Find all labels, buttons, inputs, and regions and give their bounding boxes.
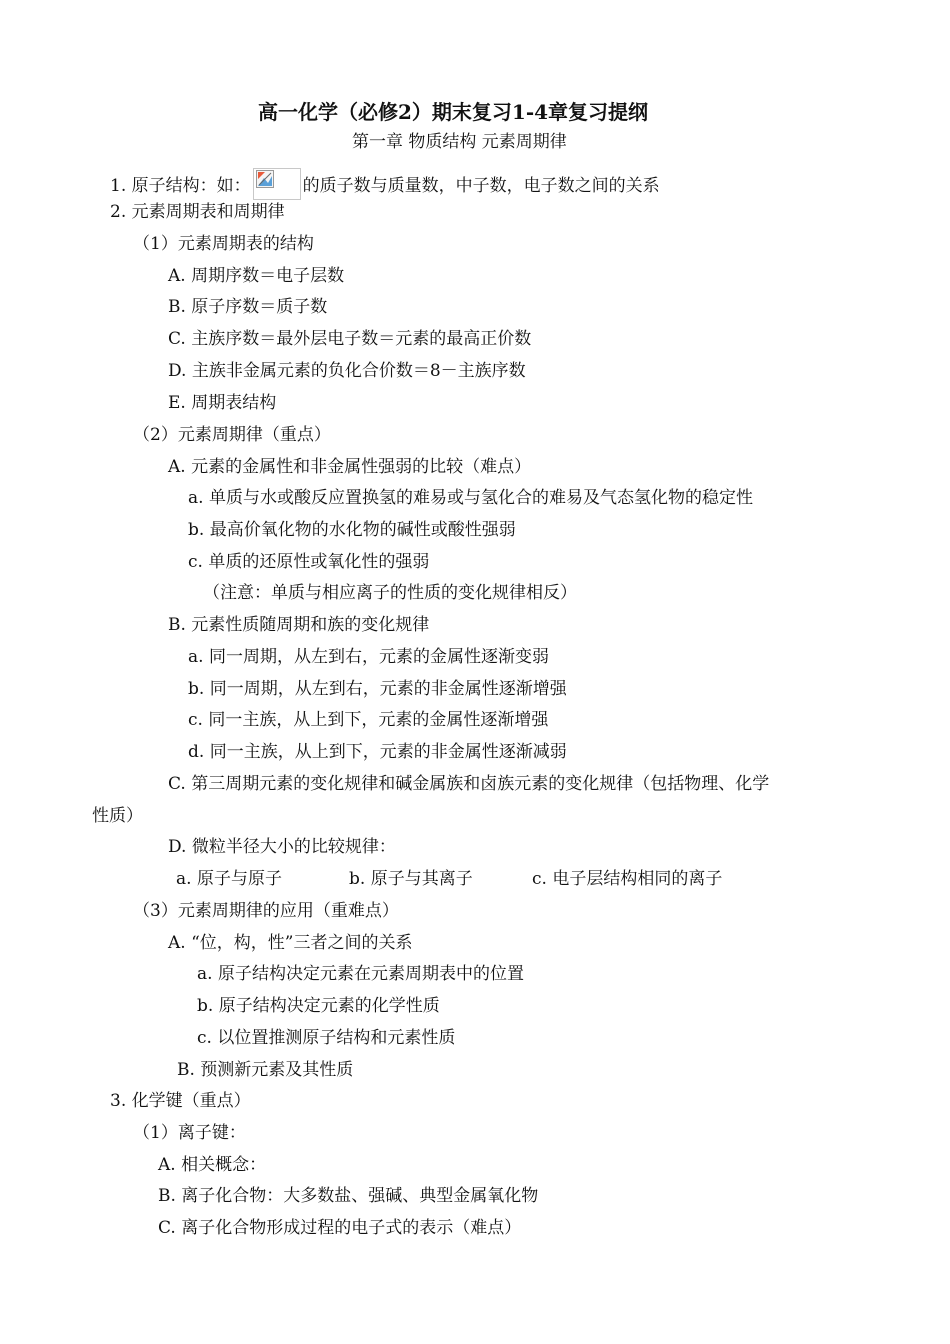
outline-line-5: B. 原子序数＝质子数: [168, 297, 328, 317]
outline-line-6: C. 主族序数＝最外层电子数＝元素的最高正价数: [168, 329, 532, 349]
outline-line-11: a. 单质与水或酸反应置换氢的难易或与氢化合的难易及气态氢化物的稳定性: [188, 488, 753, 508]
outline-line-13: c. 单质的还原性或氧化性的强弱: [188, 552, 430, 572]
outline-line-15: B. 元素性质随周期和族的变化规律: [168, 615, 430, 635]
outline-line-1: [110, 168, 660, 200]
broken-image-icon: [253, 168, 301, 200]
outline-line-16: a. 同一周期，从左到右，元素的金属性逐渐变弱: [188, 647, 549, 667]
outline-line-33: B. 离子化合物：大多数盐、强碱、典型金属氧化物: [158, 1186, 539, 1206]
outline-line-34: C. 离子化合物形成过程的电子式的表示（难点）: [158, 1218, 522, 1238]
outline-line-23b: b. 原子与其离子: [349, 869, 473, 889]
outline-line-2: 2. 元素周期表和周期律: [110, 202, 285, 222]
outline-line-24: （3）元素周期律的应用（重难点）: [133, 901, 399, 921]
outline-line-10: A. 元素的金属性和非金属性强弱的比较（难点）: [168, 457, 532, 477]
outline-line-17: b. 同一周期，从左到右，元素的非金属性逐渐增强: [188, 679, 567, 699]
line-1-prefix: 1. 原子结构：如：: [110, 176, 251, 196]
outline-line-20: C. 第三周期元素的变化规律和碱金属族和卤族元素的变化规律（包括物理、化学: [168, 774, 770, 794]
outline-line-30: 3. 化学键（重点）: [110, 1091, 251, 1111]
outline-line-9: （2）元素周期律（重点）: [133, 425, 331, 445]
line-1-suffix: 的质子数与质量数，中子数，电子数之间的关系: [302, 176, 660, 196]
document-title: 高一化学（必修2）期末复习1-4章复习提纲: [258, 100, 649, 124]
outline-line-25: A. “位，构，性”三者之间的关系: [168, 933, 413, 953]
outline-line-19: d. 同一主族，从上到下，元素的非金属性逐渐减弱: [188, 742, 567, 762]
outline-line-31: （1）离子键：: [133, 1123, 246, 1143]
chapter-heading: 第一章 物质结构 元素周期律: [352, 132, 567, 152]
outline-line-8: E. 周期表结构: [168, 393, 277, 413]
outline-line-21: 性质）: [92, 806, 143, 826]
outline-line-14: （注意：单质与相应离子的性质的变化规律相反）: [203, 583, 577, 603]
outline-line-23a: a. 原子与原子: [176, 869, 282, 889]
outline-line-12: b. 最高价氧化物的水化物的碱性或酸性强弱: [188, 520, 516, 540]
outline-line-23c: c. 电子层结构相同的离子: [532, 869, 723, 889]
outline-line-22: D. 微粒半径大小的比较规律：: [168, 837, 396, 857]
outline-line-32: A. 相关概念：: [158, 1155, 267, 1175]
outline-line-18: c. 同一主族，从上到下，元素的金属性逐渐增强: [188, 710, 549, 730]
outline-line-7: D. 主族非金属元素的负化合价数＝8－主族序数: [168, 361, 526, 381]
outline-line-29: B. 预测新元素及其性质: [177, 1060, 354, 1080]
outline-line-28: c. 以位置推测原子结构和元素性质: [197, 1028, 456, 1048]
outline-line-4: A. 周期序数＝电子层数: [168, 266, 345, 286]
outline-line-3: （1）元素周期表的结构: [133, 234, 314, 254]
outline-line-26: a. 原子结构决定元素在元素周期表中的位置: [197, 964, 524, 984]
outline-line-27: b. 原子结构决定元素的化学性质: [197, 996, 440, 1016]
